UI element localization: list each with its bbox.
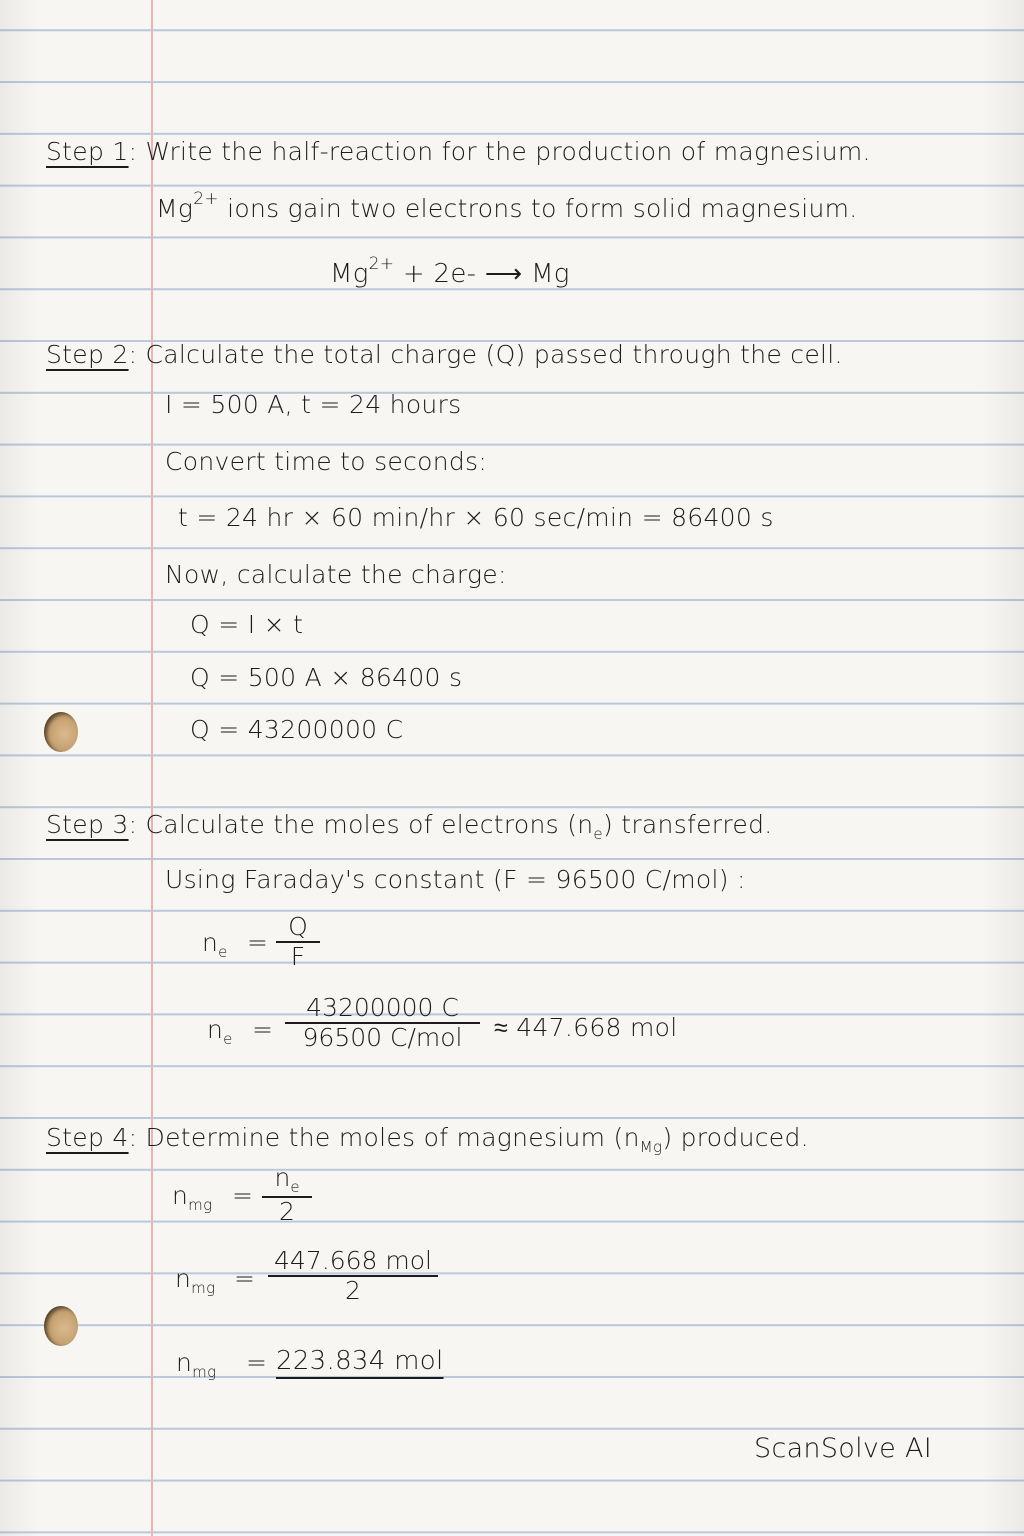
fraction-numerator (262, 1164, 312, 1196)
step2-title: : Calculate the total charge (Q) passed through the cell. (128, 340, 843, 369)
eq-rhs: Mg (531, 259, 570, 289)
charge-result: Q = 43200000 C (190, 715, 404, 744)
half-reaction-equation (330, 256, 570, 287)
fraction-denominator: F (290, 941, 306, 971)
ne-label-1 (202, 930, 228, 960)
ne-symbol: n (202, 928, 219, 957)
fraction-denominator: 96500 C/mol (302, 1022, 463, 1052)
step2-header (46, 342, 843, 367)
nmg-label-1 (172, 1183, 212, 1213)
fraction-charge-over-faraday (285, 994, 480, 1051)
equals-sign: = (234, 1264, 256, 1293)
mg-charge: 2+ (193, 189, 219, 209)
mg-symbol: Mg (156, 194, 194, 223)
step4-title-post: ) produced. (662, 1123, 809, 1152)
equals-sign: = (246, 1348, 268, 1377)
ne-subscript: e (223, 1030, 233, 1048)
ne-subscript: e (290, 1178, 300, 1196)
step3-title-sub: e (593, 825, 603, 843)
convert-label: Convert time to seconds: (165, 447, 488, 476)
step1-description-text: ions gain two electrons to form solid magnesium. (218, 194, 858, 223)
brand-signature: ScanSolve AI (754, 1433, 933, 1464)
equals-sign: = (252, 1015, 274, 1044)
ne-subscript: e (218, 943, 228, 961)
nmg-subscript: mg (191, 1279, 216, 1297)
nmg-subscript: mg (192, 1363, 217, 1381)
step1-label: Step 1 (46, 137, 129, 166)
nmg-label-2 (175, 1266, 215, 1296)
step4-title-sub: Mg (639, 1138, 663, 1156)
nmg-subscript: mg (188, 1196, 213, 1214)
fraction-ne-over-2 (262, 1164, 312, 1225)
fraction-denominator: 2 (279, 1196, 295, 1226)
equals-sign: = (247, 928, 269, 957)
step3-title-post: ) transferred. (602, 810, 773, 839)
nmg-symbol: n (176, 1348, 193, 1377)
charge-label: Now, calculate the charge: (165, 560, 507, 589)
step1-header (46, 139, 871, 164)
ne-symbol: n (274, 1163, 291, 1192)
fraction-numerator: 43200000 C (306, 993, 459, 1022)
step4-header (46, 1125, 809, 1155)
punch-hole (44, 1306, 78, 1346)
eq-lhs-symbol: Mg (330, 259, 369, 289)
eq-middle: + 2e- ⟶ (394, 259, 532, 289)
margin-line (151, 0, 153, 1536)
eq-lhs-charge: 2+ (368, 254, 395, 274)
fraction-denominator: 2 (345, 1275, 361, 1305)
punch-hole (44, 712, 78, 752)
step3-title-pre: : Calculate the moles of electrons (n (128, 810, 594, 839)
step4-title-pre: : Determine the moles of magnesium (n (128, 1123, 640, 1152)
ne-symbol: n (207, 1015, 224, 1044)
ne-label-2 (207, 1017, 233, 1047)
fraction-moles-over-2 (268, 1247, 438, 1304)
nmg-symbol: n (175, 1264, 192, 1293)
electron-moles-result: ≈ 447.668 mol (494, 1013, 678, 1042)
convert-equation: t = 24 hr × 60 min/hr × 60 sec/min = 86400 s (178, 503, 774, 532)
final-answer: 223.834 mol (276, 1346, 444, 1376)
equals-sign: = (232, 1181, 254, 1210)
fraction-numerator: Q (288, 912, 308, 941)
step1-description (156, 191, 858, 221)
nmg-symbol: n (172, 1181, 189, 1210)
fraction-q-over-f (276, 913, 320, 970)
charge-formula: Q = I × t (190, 610, 304, 639)
fraction-numerator: 447.668 mol (274, 1246, 432, 1275)
step3-label: Step 3 (46, 810, 129, 839)
step3-header (46, 812, 773, 842)
step2-given: I = 500 A, t = 24 hours (165, 390, 462, 419)
step4-label: Step 4 (46, 1123, 129, 1152)
step2-label: Step 2 (46, 340, 129, 369)
step1-title: : Write the half-reaction for the production of magnesium. (128, 137, 871, 166)
charge-substitution: Q = 500 A × 86400 s (190, 663, 463, 692)
faraday-statement: Using Faraday's constant (F = 96500 C/mol) : (165, 865, 746, 894)
nmg-label-3 (176, 1350, 216, 1380)
